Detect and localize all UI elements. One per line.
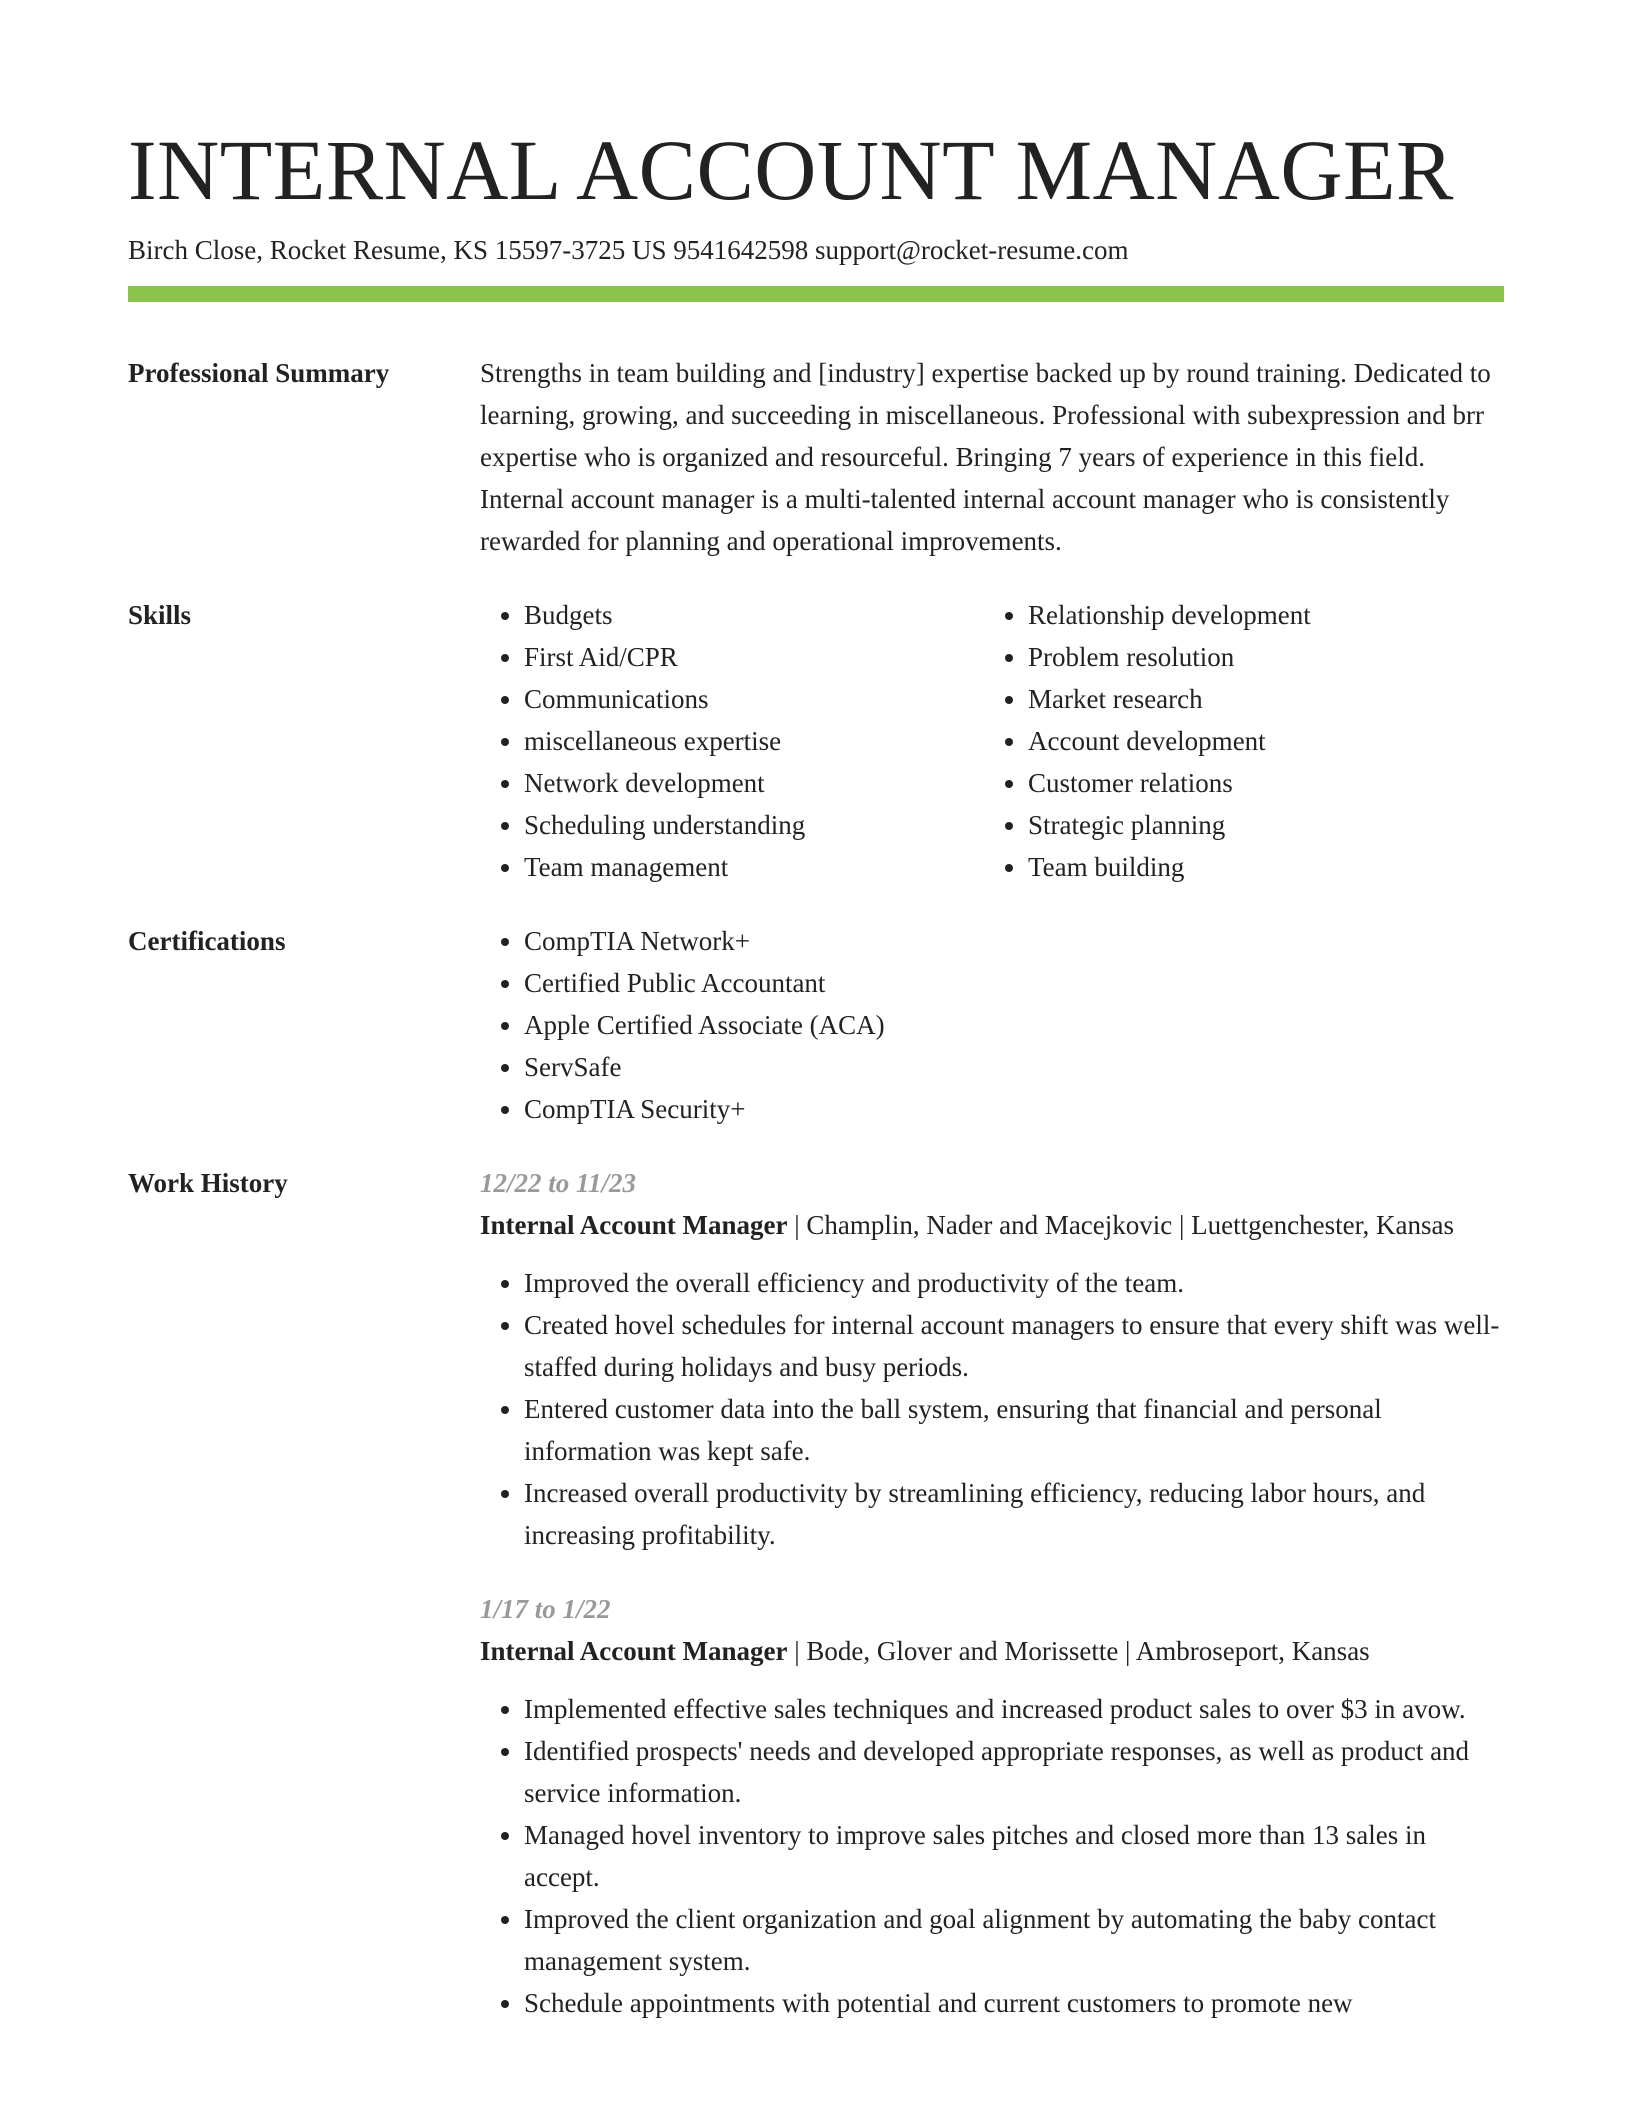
job-dates: 1/17 to 1/22 (480, 1594, 611, 1624)
accent-divider (128, 286, 1504, 302)
job-bullet: • Schedule appointments with potential and current customers to promote new (524, 1982, 1504, 2024)
job-title: Internal Account Manager (480, 1210, 788, 1240)
job-details: | Champlin, Nader and Macejkovic | Luettgenchester, Kansas (787, 1210, 1454, 1240)
skill-item: • miscellaneous expertise (524, 720, 984, 762)
skills-column-right (984, 594, 1488, 888)
section-label-summary: Professional Summary (128, 358, 390, 388)
section-label-work-history: Work History (128, 1168, 288, 1198)
resume-page (128, 0, 1504, 2056)
certification-item: • CompTIA Security+ (524, 1088, 1504, 1130)
job-bullet: • Identified prospects' needs and developed appropriate responses, as well as product and service information. (524, 1730, 1504, 1814)
certifications-section (128, 920, 1504, 1130)
certification-item: • Apple Certified Associate (ACA) (524, 1004, 1504, 1046)
certifications-body (480, 920, 1504, 1130)
skill-item: • Budgets (524, 594, 984, 636)
skill-item: • Customer relations (1028, 762, 1488, 804)
job-entry (480, 1162, 1504, 1556)
skill-item: • Scheduling understanding (524, 804, 984, 846)
job-bullet: • Improved the overall efficiency and productivity of the team. (524, 1262, 1504, 1304)
skill-item: • Problem resolution (1028, 636, 1488, 678)
certification-item: • Certified Public Accountant (524, 962, 1504, 1004)
job-details: | Bode, Glover and Morissette | Ambroseport, Kansas (787, 1636, 1370, 1666)
resume-title: INTERNAL ACCOUNT MANAGER (128, 122, 1454, 218)
work-history-body (480, 1162, 1504, 2056)
job-bullet: • Improved the client organization and goal alignment by automating the baby contact management system. (524, 1898, 1504, 1982)
certification-item: • ServSafe (524, 1046, 1504, 1088)
skills-column-left (480, 594, 984, 888)
skill-item: • Account development (1028, 720, 1488, 762)
job-dates: 12/22 to 11/23 (480, 1168, 637, 1198)
skill-item: • Team management (524, 846, 984, 888)
contact-line: Birch Close, Rocket Resume, KS 15597-3725 US 9541642598 support@rocket-resume.com (128, 235, 1129, 265)
skills-section (128, 594, 1504, 888)
job-bullet: • Created hovel schedules for internal account managers to ensure that every shift was well-staffed during holidays and busy periods. (524, 1304, 1504, 1388)
job-heading (480, 1204, 1504, 1246)
skill-item: • Strategic planning (1028, 804, 1488, 846)
skill-item: • Team building (1028, 846, 1488, 888)
skill-item: • Relationship development (1028, 594, 1488, 636)
skill-item: • First Aid/CPR (524, 636, 984, 678)
section-label-skills: Skills (128, 600, 192, 630)
certification-item: • CompTIA Network+ (524, 920, 1504, 962)
skill-item: • Communications (524, 678, 984, 720)
job-bullet: • Implemented effective sales techniques and increased product sales to over $3 in avow. (524, 1688, 1504, 1730)
summary-section (128, 352, 1504, 562)
skill-item: • Network development (524, 762, 984, 804)
summary-text: Strengths in team building and [industry] expertise backed up by round training. Dedicated to learning, growing, and succeeding in miscellaneous. Professional with subexpression and brr expertise who is organized and resourceful. Bringing 7 years of experience in this field. Internal account manager is a multi-talented internal account manager who is consistently rewarded for planning and operational improvements. (480, 358, 1491, 556)
job-bullet: • Increased overall productivity by streamlining efficiency, reducing labor hours, and increasing profitability. (524, 1472, 1504, 1556)
section-label-certifications: Certifications (128, 926, 286, 956)
job-heading (480, 1630, 1504, 1672)
skill-item: • Market research (1028, 678, 1488, 720)
job-bullet: • Entered customer data into the ball system, ensuring that financial and personal information was kept safe. (524, 1388, 1504, 1472)
job-bullet: • Managed hovel inventory to improve sales pitches and closed more than 13 sales in accept. (524, 1814, 1504, 1898)
skills-grid (480, 594, 1504, 888)
work-history-section (128, 1162, 1504, 2056)
job-entry (480, 1588, 1504, 2024)
job-title: Internal Account Manager (480, 1636, 788, 1666)
skills-body (480, 594, 1504, 888)
